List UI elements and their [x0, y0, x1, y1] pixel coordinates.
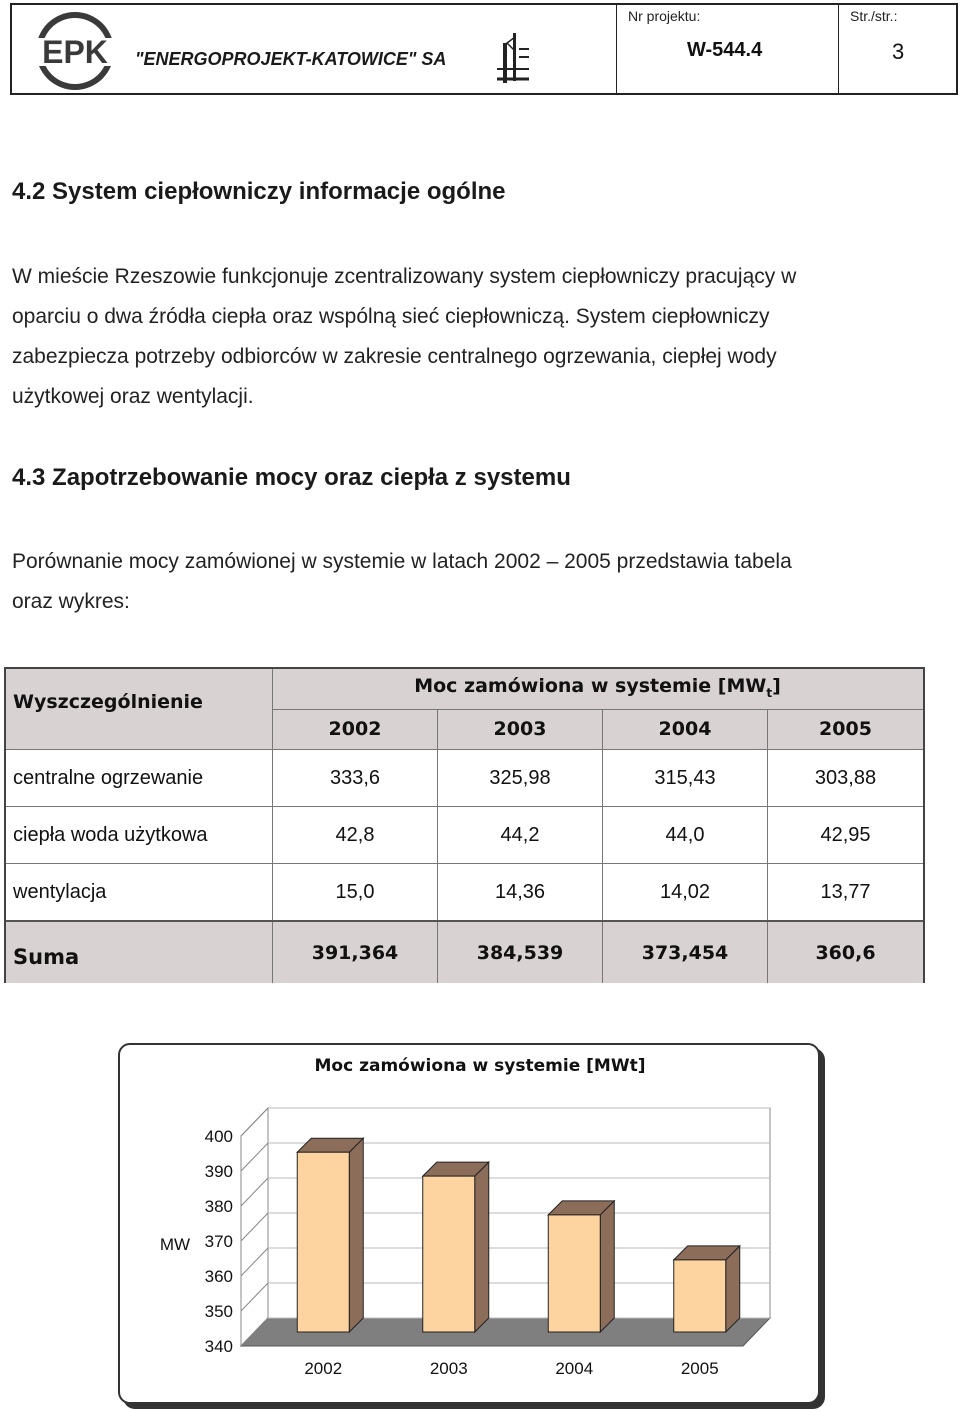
sum-label: Suma — [13, 944, 80, 969]
table-cell: 42,95 — [767, 807, 923, 864]
section-4-2-paragraph — [12, 257, 912, 417]
x-tick-label: 2002 — [304, 1359, 343, 1378]
project-number-value: W-544.4 — [687, 39, 763, 61]
sum-cell: 384,539 — [437, 922, 602, 983]
year-header: 2004 — [602, 709, 767, 749]
table-group-header: Moc zamówiona w systemie $[MW_t]$ — [414, 675, 781, 700]
table-row — [6, 863, 923, 921]
company-emblem-icon — [495, 29, 531, 87]
x-tick-label: 2005 — [680, 1359, 719, 1378]
table-cell: 14,36 — [437, 864, 602, 921]
y-tick-label: 400 — [204, 1127, 233, 1146]
table-cell: 303,88 — [767, 750, 923, 807]
table-cell: 44,2 — [437, 807, 602, 864]
y-tick-label: 340 — [204, 1337, 233, 1356]
section-4-2-heading: 4.2 System ciepłowniczy informacje ogólne — [12, 178, 506, 205]
year-header: 2002 — [272, 709, 437, 749]
table-cell: 315,43 — [602, 750, 767, 807]
page-number-value: 3 — [892, 39, 905, 64]
table-cell: 333,6 — [272, 750, 437, 807]
power-table — [4, 667, 925, 983]
table-header — [6, 669, 923, 749]
section-4-3-heading: 4.3 Zapotrzebowanie mocy oraz ciepła z systemu — [12, 464, 571, 491]
paragraph-line: oparciu o dwa źródła ciepła oraz wspólną sieć ciepłowniczą. System ciepłowniczy — [12, 305, 770, 328]
y-tick-label: 390 — [204, 1162, 233, 1181]
y-tick-label: 360 — [204, 1267, 233, 1286]
paragraph-line: Porównanie mocy zamówionej w systemie w latach 2002 – 2005 przedstawia tabela — [12, 550, 792, 573]
x-tick-label: 2004 — [555, 1359, 594, 1378]
epk-logo-icon — [32, 11, 118, 91]
year-header: 2003 — [437, 709, 602, 749]
table-row — [6, 806, 923, 864]
chart-title: Moc zamówiona w systemie [MWt] — [314, 1056, 646, 1076]
sum-cell: 391,364 — [272, 922, 437, 983]
y-tick-label: 380 — [204, 1197, 233, 1216]
paragraph-line: oraz wykres: — [12, 590, 130, 613]
table-cell: 44,0 — [602, 807, 767, 864]
sum-cell: 360,6 — [767, 922, 923, 983]
document-header — [10, 3, 958, 95]
y-axis-label: MW — [159, 1235, 191, 1254]
x-tick-label: 2003 — [429, 1359, 468, 1378]
table-corner-header: Wyszczególnienie — [13, 691, 203, 713]
row-label: centralne ogrzewanie — [13, 767, 204, 789]
year-header: 2005 — [767, 709, 923, 749]
y-tick-label: 350 — [204, 1302, 233, 1321]
table-cell: 15,0 — [272, 864, 437, 921]
table-sum-row — [6, 920, 923, 983]
paragraph-line: zabezpiecza potrzeby odbiorców w zakresie centralnego ogrzewania, ciepłej wody — [12, 345, 777, 368]
sum-cell: 373,454 — [602, 922, 767, 983]
row-label: ciepła woda użytkowa — [13, 824, 208, 846]
table-cell: 13,77 — [767, 864, 923, 921]
project-number-label: Nr projektu: — [628, 8, 701, 24]
section-4-3-paragraph — [12, 542, 912, 622]
chart-frame — [118, 1043, 820, 1404]
page-number-label: Str./str.: — [850, 8, 898, 24]
logo-text: EPK — [42, 34, 108, 70]
company-name: "ENERGOPROJEKT-KATOWICE" SA — [135, 49, 447, 69]
y-tick-label: 370 — [204, 1232, 233, 1251]
table-cell: 325,98 — [437, 750, 602, 807]
table-cell: 14,02 — [602, 864, 767, 921]
paragraph-line: W mieście Rzeszowie funkcjonuje zcentralizowany system ciepłowniczy pracujący w — [12, 265, 797, 288]
paragraph-line: użytkowej oraz wentylacji. — [12, 385, 254, 408]
table-row — [6, 749, 923, 807]
table-cell: 42,8 — [272, 807, 437, 864]
row-label: wentylacja — [13, 881, 107, 903]
